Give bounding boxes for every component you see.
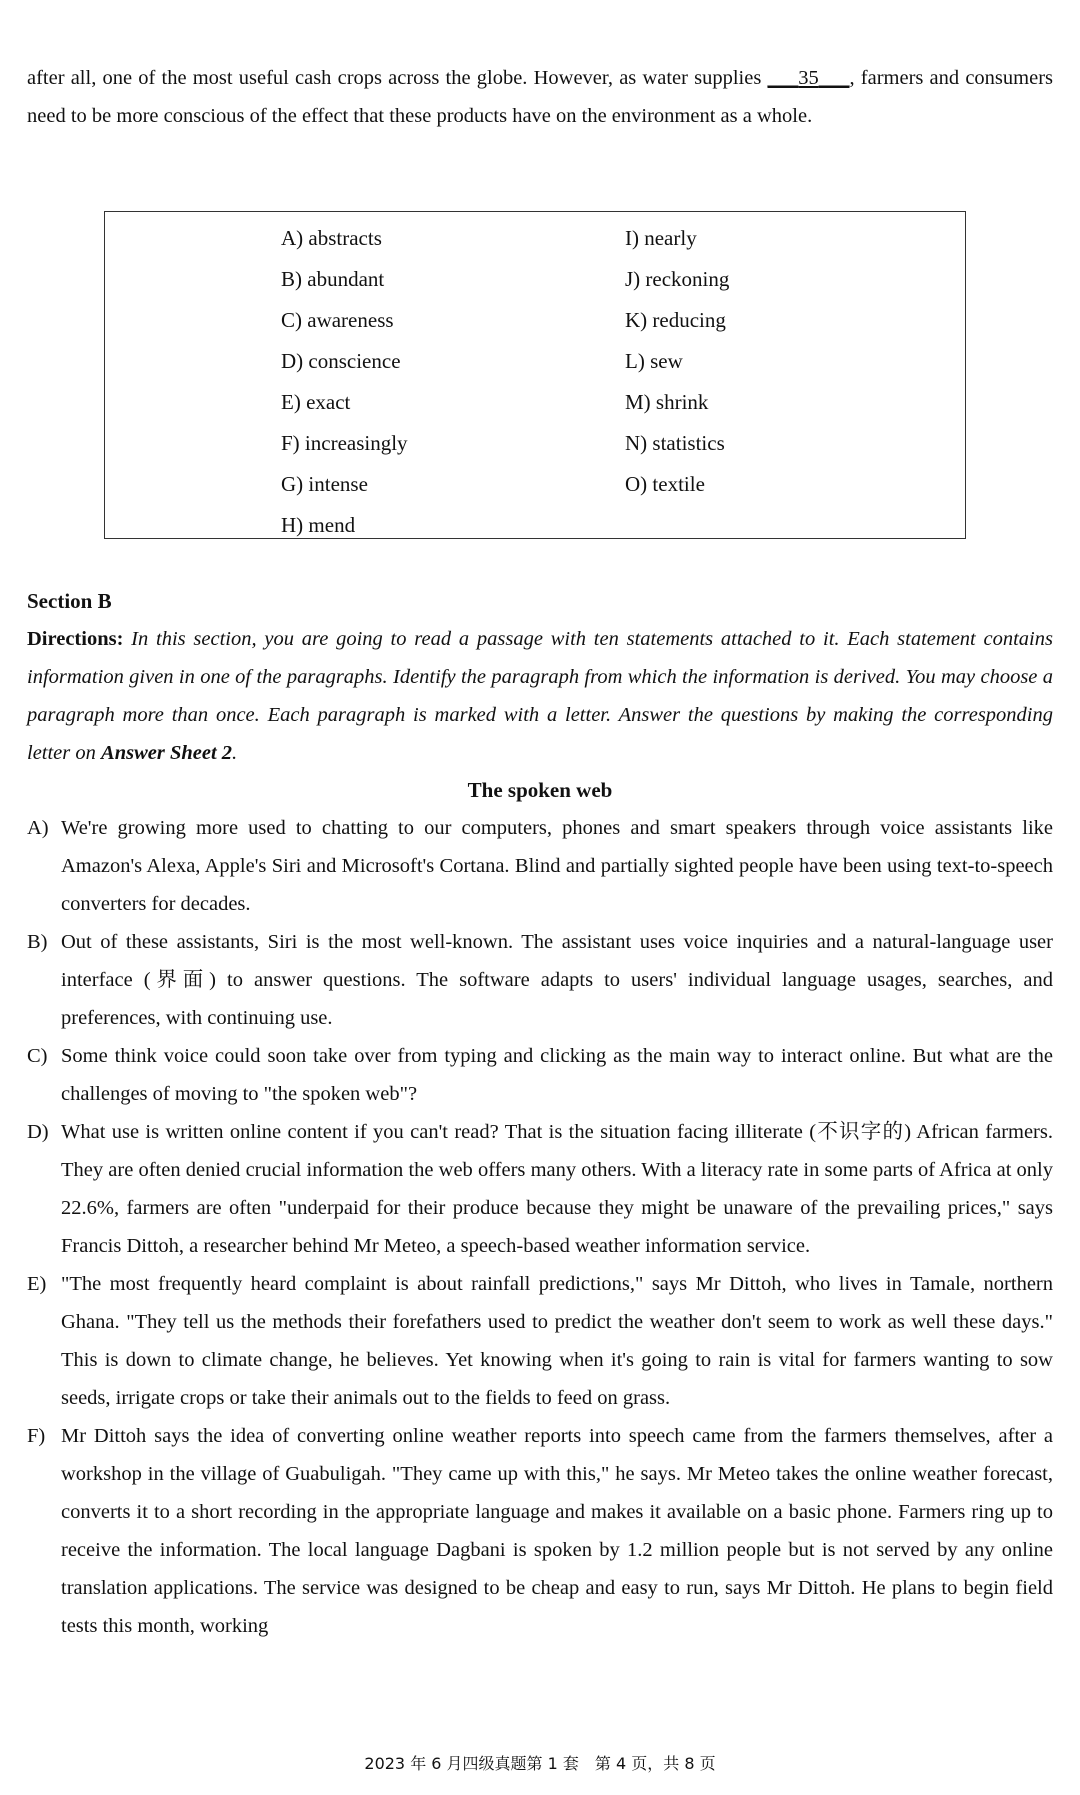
option-l: L) sew xyxy=(625,349,683,373)
directions-text: In this section, you are going to read a passage with ten statements attached to it. Each statement contains information given in one of the paragraphs. Identify the paragraph from which the information is derived. You may choose a paragraph more than once. Each paragraph is marked with a letter. Answer the questions by making the corresponding letter on xyxy=(27,628,1053,764)
paragraph-letter: C) xyxy=(27,1045,48,1067)
directions: Directions: In this section, you are going to read a passage with ten statements attached to it. Each statement contains information given in one of the paragraphs. Identify the paragraph from which the information is derived. You may choose a paragraph more than once. Each paragraph is marked with a letter. Answer the questions by making the corresponding letter on Answer Sheet 2. xyxy=(27,628,1053,764)
option-a: A) abstracts xyxy=(281,226,382,250)
intro-after-blank: , farmers and consumers need to be more conscious of the effect that these products have on the environment as a whole. xyxy=(27,67,1053,127)
paragraph-text: Mr Dittoh says the idea of converting online weather reports into speech came from the farmers themselves, after a workshop in the village of Guabuligah. "They came up with this," he says. Mr Meteo takes the online weather forecast, converts it to a short recording in the appropriate language and makes it available on a basic phone. Farmers ring up to receive the information. The local language Dagbani is spoken by 1.2 million people but is not served by any online translation applications. The service was designed to be cheap and easy to run, says Mr Dittoh. He plans to begin field tests this month, working xyxy=(61,1425,1053,1637)
intro-before-blank: after all, one of the most useful cash crops across the globe. However, as water supplies xyxy=(27,67,768,89)
word-bank-right-column xyxy=(625,218,729,505)
intro-paragraph xyxy=(27,59,1053,135)
option-g: G) intense xyxy=(281,472,368,496)
option-f: F) increasingly xyxy=(281,431,408,455)
directions-label: Directions: xyxy=(27,628,124,650)
word-bank-box xyxy=(104,211,966,539)
option-j: J) reckoning xyxy=(625,267,730,291)
section-heading: Section B xyxy=(27,589,112,613)
paragraph-letter: A) xyxy=(27,817,49,839)
paragraph-d xyxy=(27,1113,1053,1265)
paragraph-text: "The most frequently heard complaint is about rainfall predictions," says Mr Dittoh, who lives in Tamale, northern Ghana. "They tell us the methods their forefathers used to predict the weather don't seem to work as well these days." This is down to climate change, he believes. Yet knowing when it's going to rain is vital for farmers wanting to sow seeds, irrigate crops or take their animals out to the fields to feed on grass. xyxy=(61,1273,1053,1409)
option-o: O) textile xyxy=(625,472,705,496)
word-bank-left-column xyxy=(281,218,408,546)
paragraph-text: We're growing more used to chatting to our computers, phones and smart speakers through voice assistants like Amazon's Alexa, Apple's Siri and Microsoft's Cortana. Blind and partially sighted people have been using text-to-speech converters for decades. xyxy=(61,817,1053,915)
blank-35: ___35___ xyxy=(767,67,850,89)
option-h: H) mend xyxy=(281,513,356,537)
answer-sheet-label: Answer Sheet 2 xyxy=(101,742,233,764)
article-title: The spoken web xyxy=(467,778,613,802)
option-d: D) conscience xyxy=(281,349,401,373)
paragraph-letter: F) xyxy=(27,1425,46,1447)
option-k: K) reducing xyxy=(625,308,726,332)
option-b: B) abundant xyxy=(281,267,385,291)
paragraph-letter: D) xyxy=(27,1121,49,1143)
paragraph-list xyxy=(27,809,1053,1645)
option-i: I) nearly xyxy=(625,226,697,250)
paragraph-f xyxy=(27,1417,1053,1645)
paragraph-text: Out of these assistants, Siri is the most well-known. The assistant uses voice inquiries and a natural-language user interface (界面) to answer questions. The software adapts to users' individual language usages, searches, and preferences, with continuing use. xyxy=(61,931,1053,1029)
option-n: N) statistics xyxy=(625,431,725,455)
paragraph-e xyxy=(27,1265,1053,1417)
option-c: C) awareness xyxy=(281,308,394,332)
paragraph-letter: E) xyxy=(27,1273,47,1295)
paragraph-a xyxy=(27,809,1053,923)
paragraph-text: Some think voice could soon take over from typing and clicking as the main way to interact online. But what are the challenges of moving to "the spoken web"? xyxy=(61,1045,1053,1105)
option-m: M) shrink xyxy=(625,390,709,414)
paragraph-b xyxy=(27,923,1053,1037)
paragraph-letter: B) xyxy=(27,931,48,953)
paragraph-text: What use is written online content if you can't read? That is the situation facing illiterate (不识字的) African farmers. They are often denied crucial information the web offers many others. With a literacy rate in some parts of Africa at only 22.6%, farmers are often "underpaid for their produce because they might be unaware of the prevailing prices," says Francis Dittoh, a researcher behind Mr Meteo, a speech-based weather information service. xyxy=(61,1121,1053,1257)
paragraph-c xyxy=(27,1037,1053,1113)
page-footer: 2023 年 6 月四级真题第 1 套 第 4 页，共 8 页 xyxy=(364,1754,716,1773)
option-e: E) exact xyxy=(281,390,351,414)
